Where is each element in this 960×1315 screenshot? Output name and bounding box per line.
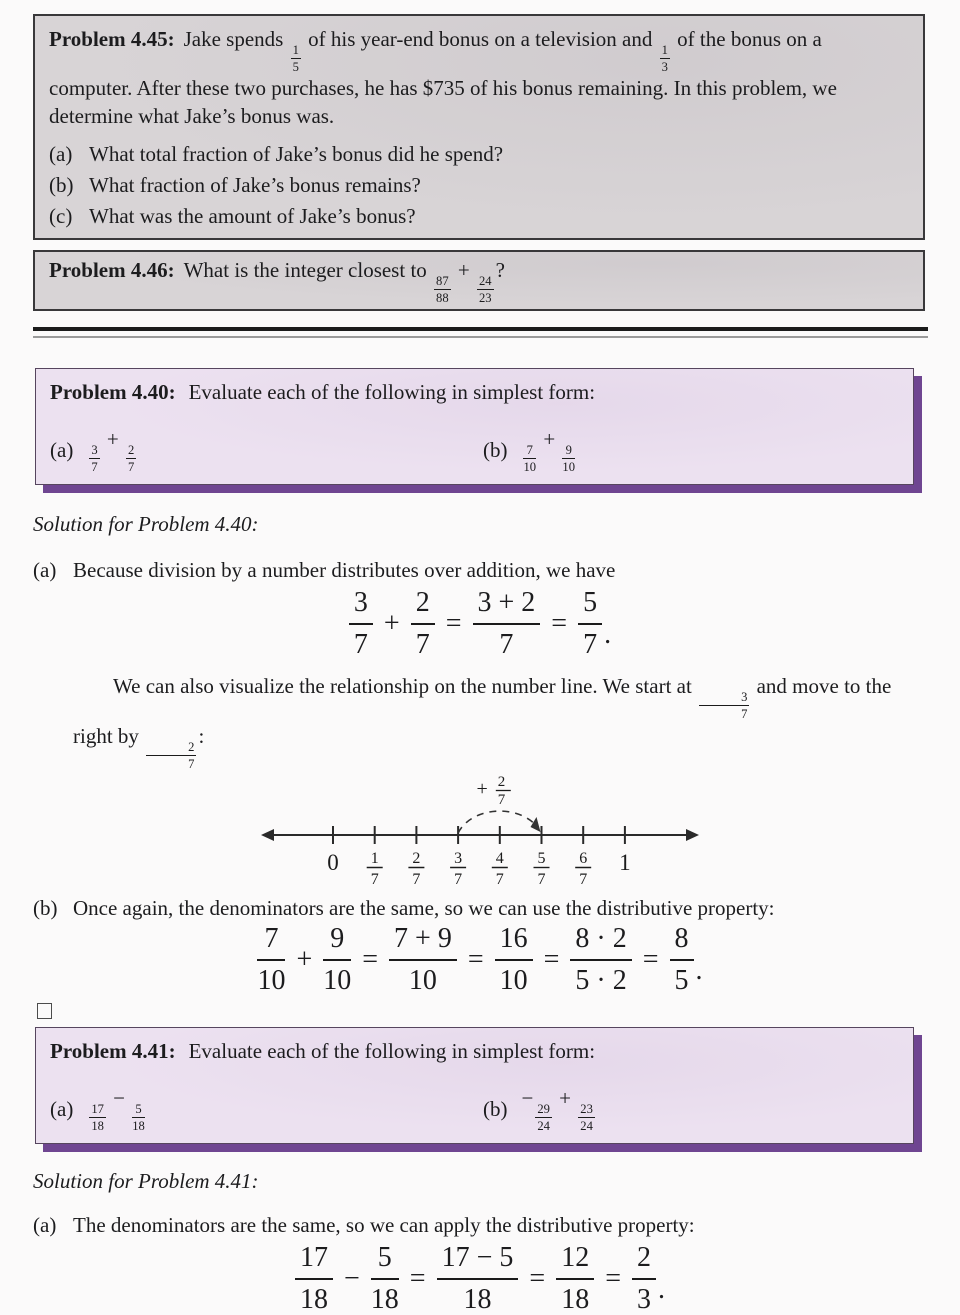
problem-4-45-statement bbox=[49, 25, 909, 130]
part-b-label: (b) bbox=[33, 895, 58, 920]
solution-4-40-heading: Solution for Problem 4.40: bbox=[33, 511, 259, 536]
tick-label-denominator: 7 bbox=[537, 870, 546, 888]
solution-4-41-heading: Solution for Problem 4.41: bbox=[33, 1168, 259, 1193]
fraction: 7 10 bbox=[257, 922, 286, 996]
part-b-text: Once again, the denominators are the same, so we can use the distributive property: bbox=[73, 895, 775, 920]
operator: = bbox=[362, 943, 379, 975]
tick-label: 1 bbox=[619, 849, 631, 875]
problem-4-41-parts bbox=[50, 1086, 899, 1133]
fraction: $\frac{8}{5}$ bbox=[670, 925, 694, 995]
fraction: $\frac{24}{23}$ bbox=[478, 273, 492, 306]
arc-arrowhead bbox=[531, 817, 541, 832]
problem-4-45-title: Problem 4.45: bbox=[49, 27, 175, 51]
tick-label-denominator: 7 bbox=[370, 870, 379, 888]
problem-4-46-statement bbox=[49, 256, 505, 305]
right-arrowhead bbox=[686, 829, 699, 841]
fraction: $\frac{5}{18}$ bbox=[370, 1241, 399, 1315]
operator: = bbox=[642, 943, 659, 975]
part-a-text: What total fraction of Jake’s bonus did he spend? bbox=[89, 141, 504, 166]
fraction: $\frac{2}{7}$ bbox=[411, 589, 435, 659]
operator: = bbox=[543, 943, 560, 975]
problem-4-40-box bbox=[35, 368, 914, 485]
tick-label-denominator: 7 bbox=[412, 870, 421, 888]
fraction: $\frac{9}{10}$ bbox=[323, 922, 352, 996]
problem-4-46-box bbox=[33, 250, 925, 311]
fraction: $\frac{7 + 9}{10}$ bbox=[389, 925, 457, 995]
problem-4-40-intro: Evaluate each of the following in simplest form: bbox=[188, 379, 596, 404]
solution-4-40-part-a bbox=[33, 555, 930, 585]
fraction: $\frac{1}{3}$ bbox=[661, 42, 668, 75]
part-a-expression: $\frac{3}{7}$ + $\frac{2}{7}$ bbox=[91, 426, 135, 475]
hop-arc bbox=[458, 811, 537, 833]
fraction: $\frac{12}{18}$ bbox=[556, 1244, 594, 1314]
arc-label-denominator: 7 bbox=[497, 791, 506, 808]
equation-17-18-minus-5-18 bbox=[0, 1241, 960, 1315]
problem-4-41-header bbox=[50, 1037, 899, 1065]
fraction: $\frac{87}{88}$ bbox=[436, 273, 449, 306]
part-a-row bbox=[50, 427, 483, 474]
equation-3-7-plus-2-7 bbox=[0, 586, 960, 660]
operator: + bbox=[296, 943, 313, 975]
part-c-text: What was the amount of Jake’s bonus? bbox=[89, 203, 416, 228]
solution-4-40-part-b bbox=[33, 893, 930, 923]
period: . bbox=[657, 1273, 665, 1305]
fraction: 17 18 bbox=[295, 1244, 333, 1314]
part-b-text: What fraction of Jake’s bonus remains? bbox=[89, 172, 421, 197]
operator: = bbox=[551, 607, 568, 639]
part-a-label: (a) bbox=[33, 557, 57, 582]
operator: = bbox=[529, 1262, 546, 1294]
operator: = bbox=[409, 1262, 426, 1294]
divider-thin-rule bbox=[33, 336, 928, 338]
problem-4-45-box bbox=[33, 14, 925, 240]
problem-4-41-title: Problem 4.41: bbox=[50, 1038, 176, 1063]
tick-label-denominator: 7 bbox=[495, 870, 504, 888]
tick-label-denominator: 7 bbox=[454, 870, 463, 888]
part-b-label: (b) bbox=[482, 1096, 508, 1121]
part-b-row bbox=[483, 1086, 597, 1133]
part-b-label: (b) bbox=[482, 437, 508, 462]
problem-4-40-title: Problem 4.40: bbox=[50, 379, 176, 404]
tick-label-numerator: 3 bbox=[454, 849, 463, 867]
operator: + bbox=[383, 607, 400, 639]
fraction: $\frac{3}{7}$ bbox=[91, 442, 98, 475]
part-a-expression: $\frac{17}{18}$ − $\frac{5}{18}$ bbox=[91, 1085, 145, 1134]
part-b-expression: − $\frac{29}{24}$ + $\frac{23}{24}$ bbox=[521, 1085, 593, 1134]
part-c-row bbox=[49, 201, 909, 232]
fraction: 3 7 bbox=[349, 589, 373, 659]
operator: = bbox=[605, 1262, 621, 1294]
section-divider bbox=[33, 327, 928, 338]
fraction: $\frac{23}{24}$ bbox=[580, 1101, 593, 1134]
part-c-label: (c) bbox=[49, 203, 73, 228]
part-b-row bbox=[483, 427, 577, 474]
period: . bbox=[695, 954, 703, 986]
tick-label-numerator: 5 bbox=[537, 849, 546, 867]
part-a-label: (a) bbox=[50, 1096, 74, 1121]
number-line-svg bbox=[260, 771, 700, 891]
arc-label-numerator: 2 bbox=[497, 773, 506, 790]
fraction: $\frac{9}{10}$ bbox=[562, 442, 576, 475]
fraction: $\frac{3}{7}$ bbox=[699, 691, 749, 721]
tick-label-numerator: 2 bbox=[412, 849, 421, 867]
visualize-paragraph: We can also visualize the relationship on the number line. We start at $\frac{3}{7}$ and move to the right by $\frac{2}{7}$ : bbox=[73, 673, 892, 772]
solution-4-41-part-a bbox=[33, 1210, 930, 1240]
fraction: $\frac{2}{3}$ bbox=[632, 1244, 656, 1314]
fraction: $\frac{1}{5}$ bbox=[292, 42, 299, 75]
part-a-row bbox=[50, 1086, 483, 1133]
problem-4-40-header bbox=[50, 378, 899, 406]
period: . bbox=[604, 618, 612, 650]
operator: = bbox=[467, 943, 484, 975]
problem-4-45-body: Jake spends $\frac{1}{5}$ of his year-end bonus on a television and $\frac{1}{3}$ of the bonus on a computer. After these two purchases, he has $735 of his bonus remaining. In this problem, we determine what Jake’s bonus was. bbox=[49, 27, 837, 128]
part-a-text: The denominators are the same, so we can apply the distributive property: bbox=[73, 1212, 695, 1237]
fraction: $\frac{8 \cdot 2}{5 \cdot 2}$ bbox=[570, 925, 631, 995]
tick-label-numerator: 6 bbox=[579, 849, 588, 867]
part-a-row bbox=[49, 139, 909, 170]
problem-4-46-title: Problem 4.46: bbox=[49, 257, 175, 282]
tick-label-numerator: 1 bbox=[370, 849, 379, 867]
part-b-label: (b) bbox=[49, 172, 74, 197]
problem-4-46-body: What is the integer closest to $\frac{87}{88}$ + $\frac{24}{23}$ ? bbox=[183, 257, 505, 306]
part-a-text: Because division by a number distributes over addition, we have bbox=[73, 557, 616, 582]
fraction: $\frac{5}{7}$ bbox=[578, 589, 602, 659]
tick-label-numerator: 4 bbox=[495, 849, 504, 867]
fraction: $\frac{3 + 2}{7}$ bbox=[473, 589, 541, 659]
divider-thick-rule bbox=[33, 327, 928, 331]
number-line-figure bbox=[260, 771, 700, 891]
part-b-expression: $\frac{7}{10}$ + $\frac{9}{10}$ bbox=[523, 426, 576, 475]
fraction: $\frac{16}{10}$ bbox=[495, 925, 533, 995]
equation-7-10-plus-9-10 bbox=[0, 922, 960, 996]
fraction: $\frac{17}{18}$ bbox=[91, 1101, 104, 1134]
fraction: $\frac{29}{24}$ bbox=[537, 1101, 550, 1134]
problem-4-45-parts bbox=[49, 139, 909, 232]
left-arrowhead bbox=[261, 829, 274, 841]
problem-4-41-box bbox=[35, 1027, 914, 1144]
operator: − bbox=[344, 1262, 360, 1294]
part-a-label: (a) bbox=[33, 1212, 57, 1237]
arc-label-plus: + bbox=[476, 777, 488, 800]
qed-box bbox=[37, 1003, 52, 1019]
fraction: $\frac{2}{7}$ bbox=[127, 442, 135, 475]
tick-label-denominator: 7 bbox=[579, 870, 588, 888]
part-a-label: (a) bbox=[49, 141, 73, 166]
fraction: $\frac{2}{7}$ bbox=[146, 741, 196, 771]
problem-4-40-parts bbox=[50, 427, 899, 474]
fraction: $\frac{5}{18}$ bbox=[132, 1101, 145, 1134]
tick-label: 0 bbox=[327, 849, 339, 875]
fraction: $\frac{7}{10}$ bbox=[523, 442, 537, 475]
operator: = bbox=[445, 607, 462, 639]
problem-4-41-intro: Evaluate each of the following in simplest form: bbox=[188, 1038, 596, 1063]
fraction: $\frac{17 - 5}{18}$ bbox=[437, 1244, 519, 1314]
part-a-label: (a) bbox=[50, 437, 74, 462]
part-b-row bbox=[49, 170, 909, 201]
